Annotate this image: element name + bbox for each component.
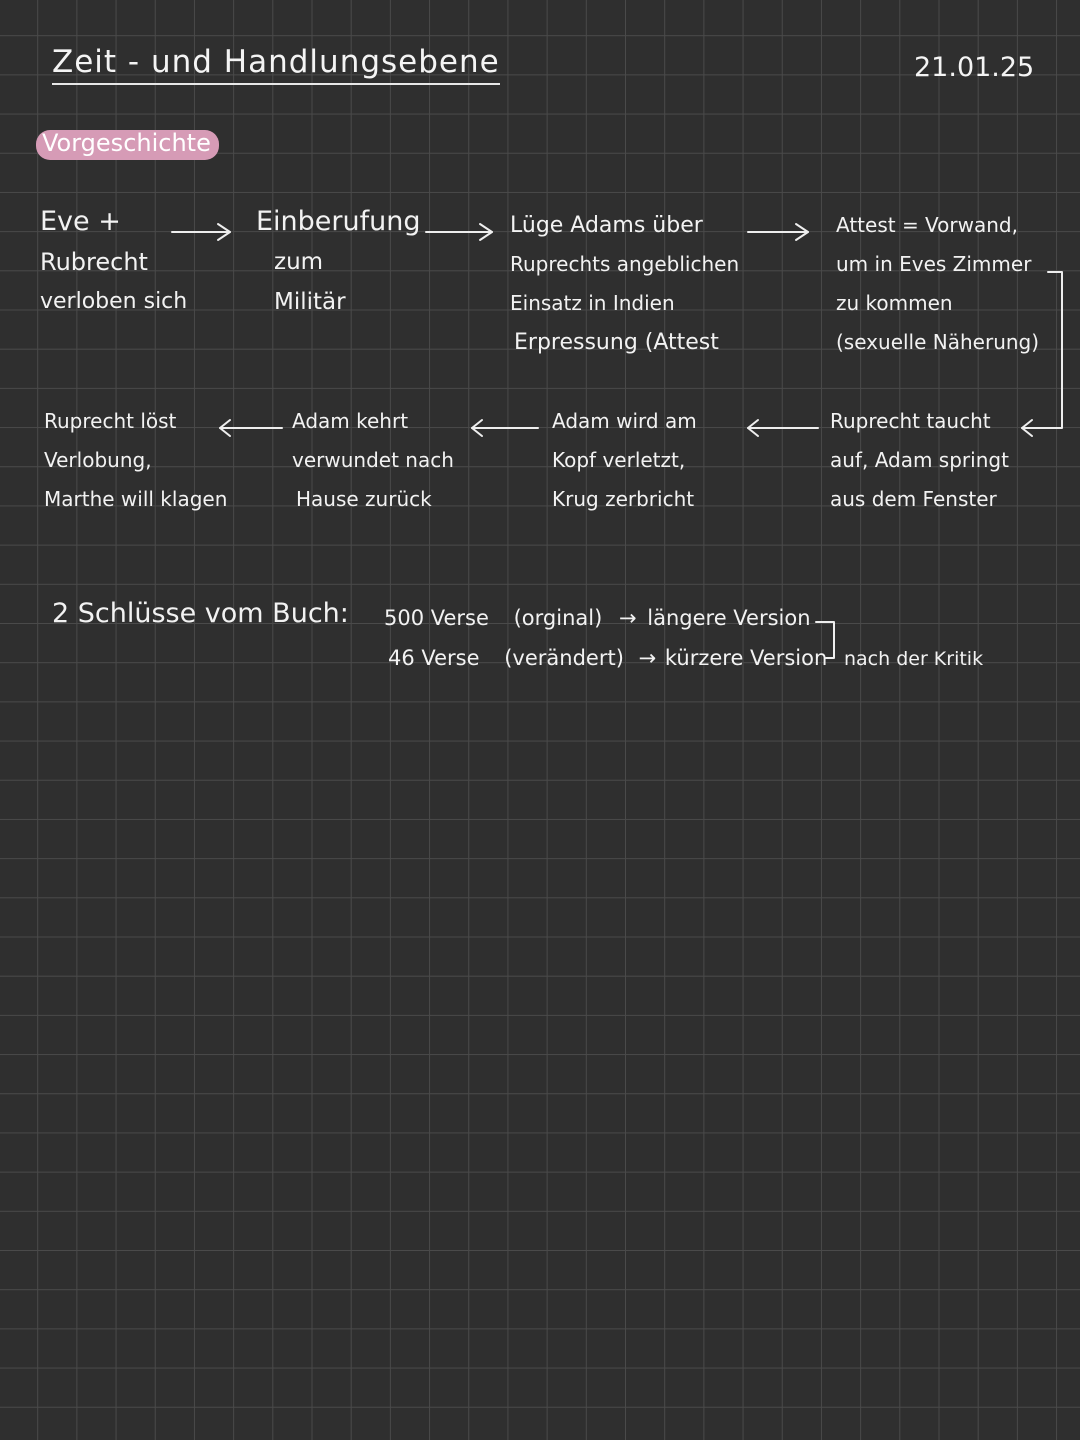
version-label: (orginal)	[513, 606, 603, 630]
flow-node-line: (sexuelle Näherung)	[836, 330, 1040, 354]
flow-node-line: verloben sich	[40, 289, 188, 314]
flow-node-line: Attest = Vorwand,	[836, 213, 1018, 237]
verse-count: 500 Verse	[384, 606, 489, 630]
notes-line-original	[384, 606, 811, 630]
version-result: kürzere Version	[664, 646, 828, 670]
version-result: längere Version	[647, 606, 811, 630]
arrow-left-icon	[220, 420, 282, 436]
version-label: (verändert)	[504, 646, 624, 670]
flow-node-line: Erpressung (Attest	[514, 330, 719, 355]
page-title: Zeit - und Handlungsebene	[52, 44, 500, 85]
arrow-left-icon	[748, 420, 818, 436]
flow-node-line: Einberufung	[256, 206, 421, 237]
flow-node-line: Adam kehrt	[292, 409, 409, 433]
flow-node-line: Hause zurück	[296, 487, 432, 511]
flow-node-line: Rubrecht	[40, 248, 148, 276]
flow-node-line: Eve +	[40, 206, 121, 237]
flow-node-line: Verlobung,	[44, 448, 152, 472]
verse-count: 46 Verse	[388, 646, 480, 670]
arrow-right-icon	[748, 224, 808, 240]
flow-node-line: Ruprecht taucht	[830, 409, 991, 433]
version-suffix: nach der Kritik	[843, 648, 984, 670]
flow-node-line: Einsatz in Indien	[510, 291, 675, 315]
flow-node-line: Lüge Adams über	[510, 213, 703, 238]
flow-node-line: auf, Adam springt	[830, 448, 1009, 472]
arrow-down-connector-icon	[1022, 272, 1062, 436]
flow-node-line: Krug zerbricht	[552, 487, 695, 511]
flow-node-line: Militär	[274, 289, 346, 315]
notes-heading: 2 Schlüsse vom Buch:	[52, 598, 349, 629]
flow-node-line: Marthe will klagen	[44, 487, 228, 511]
arrow-right-icon: →	[638, 646, 657, 670]
flow-node-line: Ruprecht löst	[44, 409, 177, 433]
flow-node-line: Adam wird am	[552, 409, 697, 433]
flow-node-line: aus dem Fenster	[830, 487, 997, 511]
arrow-right-icon: →	[618, 606, 637, 630]
section-label: Vorgeschichte	[36, 130, 219, 160]
flow-node-line: Ruprechts angeblichen	[510, 252, 740, 276]
flow-node-line: verwundet nach	[292, 448, 454, 472]
arrow-right-icon	[172, 224, 230, 240]
arrow-right-icon	[426, 224, 492, 240]
flow-node-line: um in Eves Zimmer	[836, 252, 1032, 276]
flow-node-line: zum	[274, 249, 324, 275]
flow-node-line: Kopf verletzt,	[552, 448, 686, 472]
arrow-left-icon	[472, 420, 538, 436]
notes-line-changed	[388, 646, 983, 670]
flow-node-line: zu kommen	[836, 291, 953, 315]
page-date: 21.01.25	[914, 52, 1035, 83]
